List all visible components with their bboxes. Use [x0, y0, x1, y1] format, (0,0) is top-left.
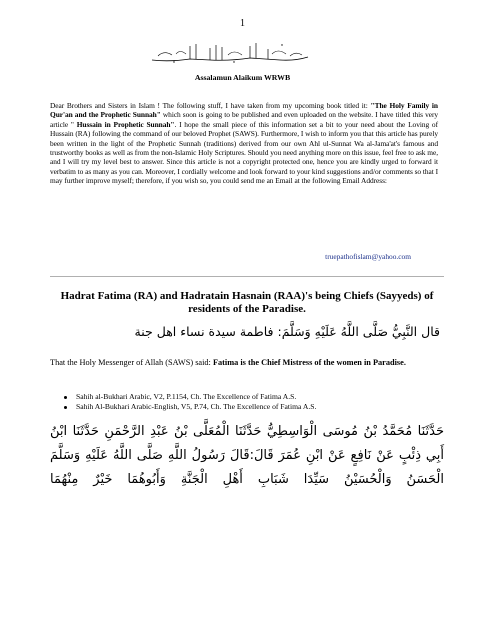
translation-emphasis: Fatima is the Chief Mistress of the women in Paradise. [212, 358, 406, 367]
arabic-quote: قال النَّبِيُّ صَلَّى اللَّهُ عَلَيْهِ وَسَلَّمَ: فاطمة سيدة نساء اهل جنة [134, 324, 440, 339]
greeting: Assalamun Alaikum WRWB [194, 73, 291, 82]
reference-item: Sahih Al-Bukhari Arabic-English, V5, P.74, Ch. The Excellence of Fatima A.S. [62, 402, 422, 412]
reference-item: Sahih al-Bukhari Arabic, V2, P.1154, Ch. The Excellence of Fatima A.S. [62, 392, 422, 402]
intro-paragraph: Dear Brothers and Sisters in Islam ! The following stuff, I have taken from my upcoming book titled it: "The Holy Family in Qur'an and the Prophetic Sunnah" which soon is going to be published and even uploaded on the website. I have titled this very article " Hussain in Prophetic Sunnah". I hope the small piece of this information set a bit to your need about the Loving of Hussain (RA) following the command of our beloved Prophet (SAWS). Furthermore, I wish to inform you that this article has purely been written in the light of the Prophetic Sunnah (traditions) derived from our own Ahl ul-Sunnat Wa al-Jama'at's famous and trustworthy books as well as from the non-Islamic Holy Scriptures. Should you need anything more on this issue, feel free to ask me, and I will try my level best to answer. Since this article is not a copyright protected one, hence you are kindly urged to forward it verbatim to as many as you can. Moreover, I cordially welcome and look forward to your kind suggestions and/or comments so that I may further improve myself; therefore, if you wish so, you could send me an Email at the following Email Address: [50, 101, 439, 186]
page-number: 1 [240, 18, 245, 29]
email-address: truepathofislam@yahoo.com [325, 252, 411, 261]
article-title: Hussain in Prophetic Sunnah" [76, 119, 175, 129]
bismillah-calligraphy [150, 40, 310, 64]
divider [50, 276, 444, 277]
section-heading: Hadrat Fatima (RA) and Hadratain Hasnain (RAA)'s being Chiefs (Sayyeds) of residents of the Paradise. [60, 290, 434, 315]
translation-paragraph: That the Holy Messenger of Allah (SAWS) said: Fatima is the Chief Mistress of the women in Paradise. [50, 358, 406, 367]
book-title: "The Holy Family in Qur'an and the Prophetic Sunnah" [50, 101, 438, 120]
reference-list [62, 392, 422, 412]
hadith-arabic-text: حَدَّثَنَا مُحَمَّدُ بْنُ مُوسَى الْوَاسِطِيُّ حَدَّثَنَا الْمُعَلَّى بْنُ عَبْدِ الرَّحْمَنِ حَدَّثَنَا ابْنُ أَبِي ذِئْبٍ عَنْ نَافِعٍ عَنْ ابْنِ عُمَرَ قَالَ:قَالَ رَسُولُ اللَّهِ صَلَّى اللَّهُ عَلَيْهِ وَسَلَّمَ الْحَسَنُ وَالْحُسَيْنُ سَيِّدَا شَبَابِ أَهْلِ الْجَنَّةِ وَأَبُوهُمَا خَيْرٌ مِنْهُمَا [50, 424, 444, 487]
